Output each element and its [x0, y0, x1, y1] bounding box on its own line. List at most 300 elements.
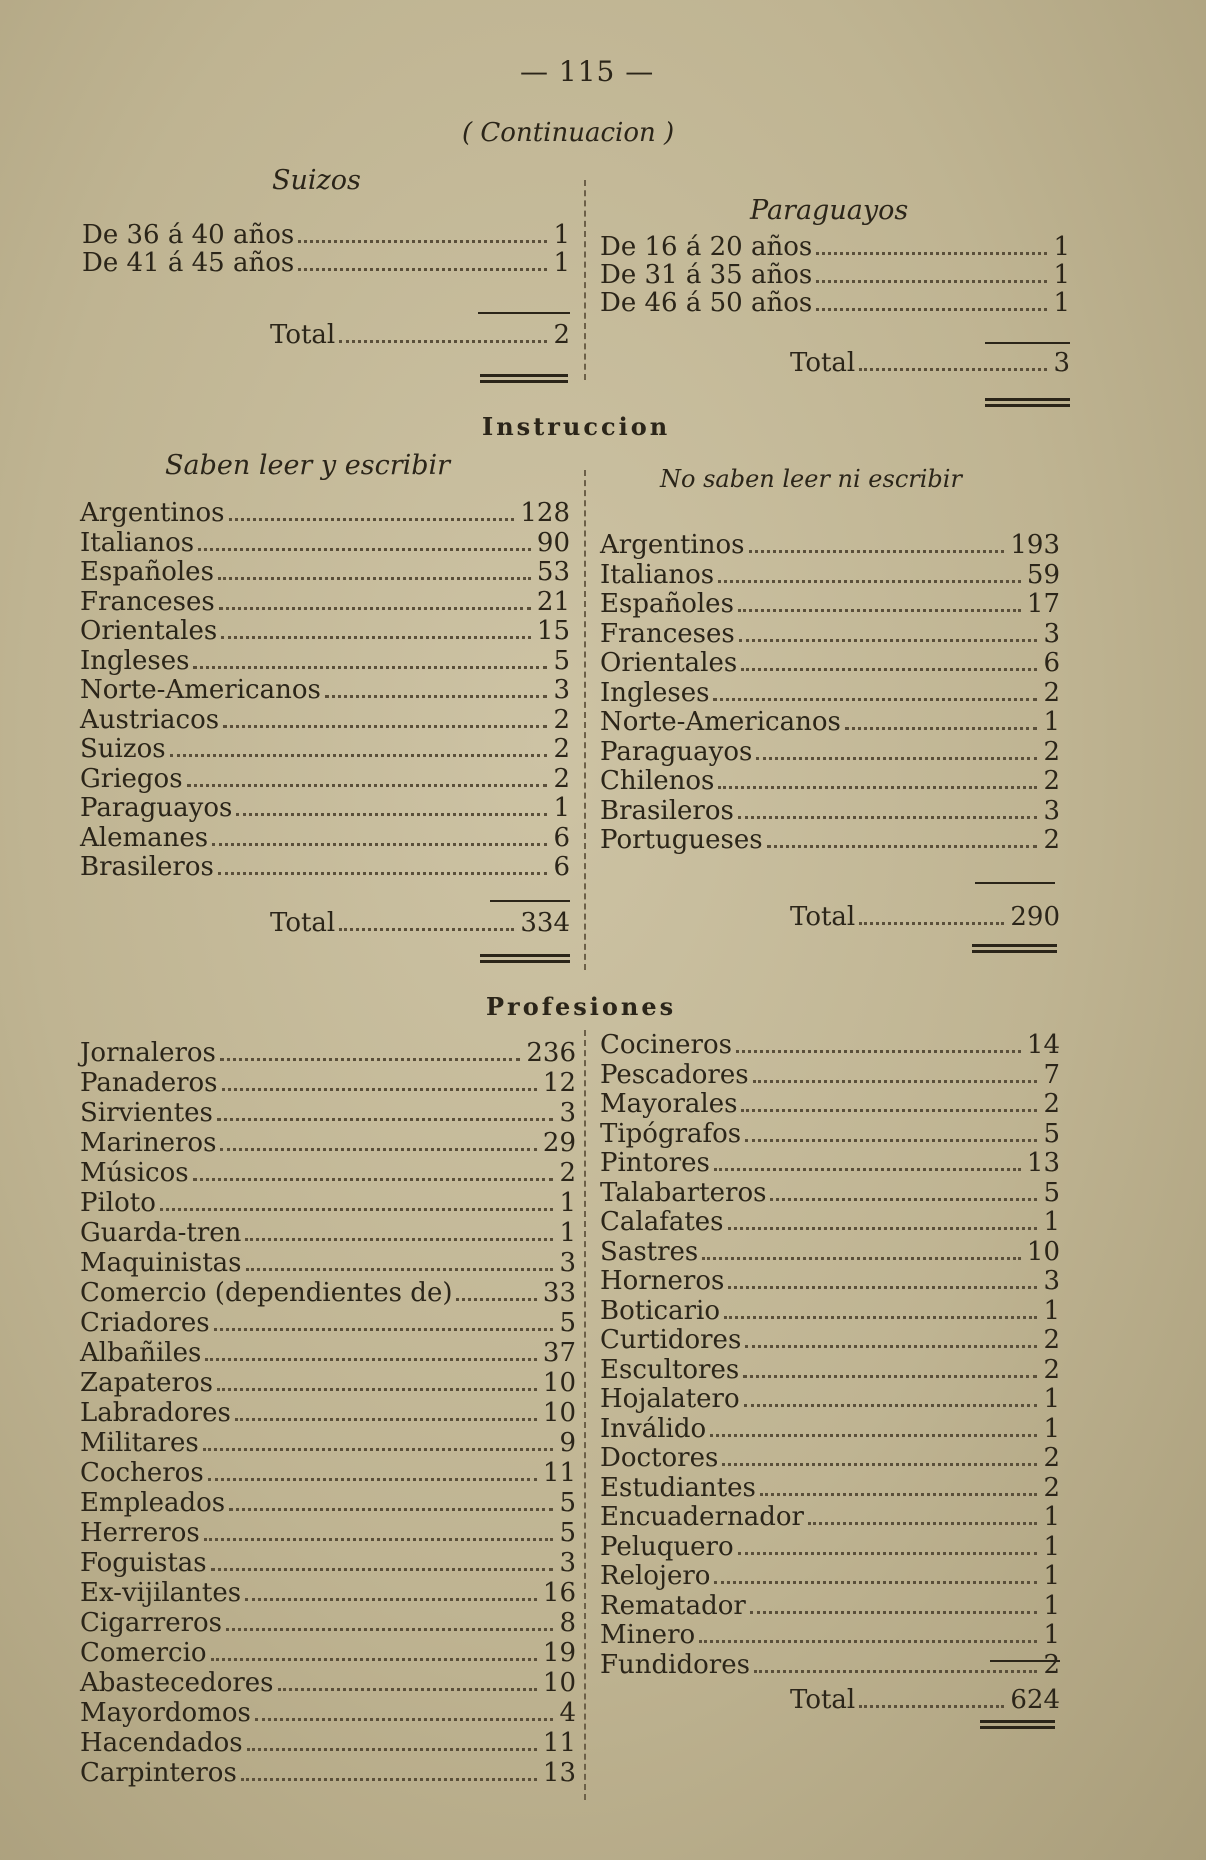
leader-dots	[204, 1538, 554, 1541]
leader-dots	[325, 695, 548, 698]
profesiones-right-label: Rematador	[600, 1590, 746, 1621]
leader-dots	[211, 1658, 537, 1661]
paraguayos-value: 1	[1053, 232, 1070, 262]
profesiones-left-value: 11	[542, 1458, 576, 1488]
leader-dots	[743, 1375, 1037, 1378]
profesiones-left-row	[80, 1578, 576, 1608]
leader-dots	[214, 1328, 554, 1331]
profesiones-left-value: 29	[542, 1128, 576, 1158]
paraguayos-total	[790, 348, 1070, 378]
instruccion-left-row	[80, 646, 570, 676]
instruccion-left-value: 2	[553, 704, 570, 735]
instruccion-left-value: 53	[536, 557, 570, 587]
profesiones-right-row	[600, 1414, 1060, 1444]
profesiones-left-value: 3	[559, 1248, 576, 1278]
profesiones-right-value: 1	[1043, 1531, 1060, 1562]
profesiones-left-value: 10	[542, 1398, 576, 1428]
instruccion-right-row	[600, 589, 1060, 619]
profesiones-right-row	[600, 1355, 1060, 1385]
profesiones-right-value: 2	[1043, 1649, 1060, 1680]
profesiones-right-row	[600, 1473, 1060, 1503]
instruccion-left-row	[80, 675, 570, 705]
suizos-total-value: 2	[553, 320, 570, 350]
profesiones-right-label: Mayorales	[600, 1089, 738, 1119]
profesiones-left-row	[80, 1608, 576, 1638]
leader-dots	[187, 784, 548, 787]
profesiones-left-value: 10	[542, 1368, 576, 1398]
profesiones-left-label: Guarda-tren	[80, 1218, 242, 1248]
instruccion-left-value: 6	[553, 852, 570, 882]
instruccion-right-value: 2	[1043, 825, 1060, 855]
profesiones-right-row	[600, 1532, 1060, 1562]
leader-dots	[217, 1118, 554, 1121]
profesiones-right-label: Inválido	[600, 1413, 707, 1444]
profesiones-right-value: 14	[1026, 1030, 1060, 1060]
profesiones-right-label: Escultores	[600, 1354, 740, 1385]
profesiones-left-label: Carpinteros	[80, 1758, 237, 1788]
instruccion-right-title: No saben leer ni escribir	[660, 465, 962, 493]
leader-dots	[745, 1345, 1037, 1348]
profesiones-left-row	[80, 1548, 576, 1578]
instruccion-left-row	[80, 764, 570, 794]
profesiones-heading: Profesiones	[486, 992, 677, 1021]
instruccion-right-label: Brasileros	[600, 795, 734, 826]
page-number: — 115 —	[520, 55, 655, 88]
leader-dots	[193, 666, 547, 669]
leader-dots	[714, 1581, 1037, 1584]
profesiones-right-value: 3	[1043, 1266, 1060, 1296]
instruccion-right-value: 1	[1043, 707, 1060, 737]
profesiones-left-label: Labradores	[80, 1398, 231, 1428]
profesiones-right-row	[600, 1620, 1060, 1650]
column-divider	[584, 1030, 586, 1800]
profesiones-left-value: 236	[526, 1038, 576, 1068]
leader-dots	[220, 1058, 520, 1061]
profesiones-left-row	[80, 1308, 576, 1338]
instruccion-right-label: Norte-Americanos	[600, 707, 841, 737]
instruccion-left-row	[80, 587, 570, 617]
instruccion-right-label: Chilenos	[600, 766, 715, 796]
leader-dots	[728, 1227, 1038, 1230]
profesiones-left-value: 5	[559, 1488, 576, 1518]
paraguayos-row	[600, 232, 1070, 262]
profesiones-left-label: Panaderos	[80, 1068, 218, 1098]
profesiones-left-row	[80, 1038, 576, 1068]
leader-dots	[741, 668, 1037, 671]
instruccion-right-row	[600, 707, 1060, 737]
leader-dots	[241, 1778, 537, 1781]
paraguayos-label: De 46 á 50 años	[600, 288, 813, 318]
leader-dots	[222, 1088, 537, 1091]
leader-dots	[760, 1493, 1038, 1496]
leader-dots	[221, 636, 531, 639]
profesiones-left-row	[80, 1218, 576, 1248]
leader-dots	[739, 639, 1038, 642]
leader-dots	[236, 813, 547, 816]
profesiones-right-label: Peluquero	[600, 1531, 734, 1562]
profesiones-total-label: Total	[790, 1685, 856, 1715]
paraguayos-label: De 16 á 20 años	[600, 232, 813, 262]
paraguayos-value: 1	[1053, 288, 1070, 318]
profesiones-right-label: Boticario	[600, 1295, 720, 1326]
instruccion-left-row	[80, 616, 570, 646]
leader-dots	[170, 754, 548, 757]
suizos-sum-rule	[478, 312, 570, 314]
profesiones-right-row	[600, 1178, 1060, 1208]
suizos-label: De 36 á 40 años	[82, 220, 295, 250]
instruccion-right-row	[600, 737, 1060, 767]
profesiones-right-value: 1	[1043, 1384, 1060, 1414]
profesiones-left-label: Maquinistas	[80, 1248, 242, 1278]
instruccion-left-value: 15	[536, 616, 570, 646]
instruccion-right-value: 17	[1026, 589, 1060, 619]
instruccion-right-value: 3	[1043, 795, 1060, 826]
leader-dots	[754, 1670, 1038, 1673]
profesiones-left-value: 4	[559, 1698, 576, 1728]
leader-dots	[218, 577, 531, 580]
leader-dots	[702, 1257, 1021, 1260]
paraguayos-sum-rule	[985, 342, 1070, 344]
instruccion-left-value: 2	[553, 763, 570, 794]
instruccion-right-label: Portugueses	[600, 825, 763, 855]
profesiones-right-label: Doctores	[600, 1443, 719, 1473]
profesiones-left-row	[80, 1488, 576, 1518]
leader-dots	[722, 1463, 1037, 1466]
leader-dots	[718, 786, 1037, 789]
paraguayos-total-label: Total	[790, 348, 856, 378]
column-divider	[584, 470, 586, 970]
instruccion-right-double-rule	[972, 944, 1057, 953]
profesiones-left-label: Hacendados	[80, 1728, 243, 1758]
instruccion-right-row	[600, 648, 1060, 678]
instruccion-left-row	[80, 705, 570, 735]
profesiones-left-label: Cocheros	[80, 1458, 204, 1488]
instruccion-right-row	[600, 678, 1060, 708]
profesiones-total	[790, 1685, 1060, 1715]
profesiones-left-value: 33	[542, 1278, 576, 1308]
leader-dots	[710, 1434, 1037, 1437]
profesiones-left-label: Mayordomos	[80, 1698, 251, 1728]
leader-dots	[738, 1552, 1038, 1555]
profesiones-right-label: Talabarteros	[600, 1177, 767, 1208]
leader-dots	[808, 1522, 1037, 1525]
profesiones-right-value: 2	[1043, 1472, 1060, 1503]
leader-dots	[208, 1478, 537, 1481]
leader-dots	[753, 1080, 1038, 1083]
leader-dots	[738, 816, 1038, 819]
paraguayos-row	[600, 260, 1070, 290]
profesiones-right-label: Pescadores	[600, 1059, 749, 1090]
profesiones-left-label: Zapateros	[80, 1368, 213, 1398]
leader-dots	[738, 609, 1021, 612]
profesiones-right-label: Minero	[600, 1620, 696, 1650]
profesiones-right-value: 7	[1043, 1059, 1060, 1090]
profesiones-left-label: Criadores	[80, 1308, 210, 1338]
profesiones-left-label: Ex-vijilantes	[80, 1578, 242, 1608]
profesiones-left-row	[80, 1758, 576, 1788]
suizos-total-label: Total	[270, 320, 336, 350]
profesiones-left-value: 19	[542, 1638, 576, 1668]
profesiones-right-value: 1	[1043, 1561, 1060, 1591]
profesiones-right-value: 13	[1026, 1148, 1060, 1178]
profesiones-right-value: 1	[1043, 1590, 1060, 1621]
leader-dots	[218, 872, 548, 875]
profesiones-left-label: Sirvientes	[80, 1098, 213, 1128]
paraguayos-total-double-rule	[985, 398, 1070, 407]
instruccion-left-row	[80, 734, 570, 764]
leader-dots	[724, 1316, 1037, 1319]
leader-dots	[203, 1448, 554, 1451]
instruccion-left-row	[80, 557, 570, 587]
instruccion-left-label: Italianos	[80, 527, 195, 558]
profesiones-right-row	[600, 1502, 1060, 1532]
paraguayos-total-value: 3	[1053, 348, 1070, 378]
profesiones-left-label: Músicos	[80, 1158, 189, 1188]
profesiones-left-row	[80, 1278, 576, 1308]
profesiones-right-row	[600, 1650, 1060, 1680]
leader-dots	[245, 1598, 537, 1601]
profesiones-right-value: 5	[1043, 1118, 1060, 1149]
suizos-total	[270, 320, 570, 350]
profesiones-left-label: Militares	[80, 1428, 199, 1458]
leader-dots	[226, 1628, 553, 1631]
profesiones-right-row	[600, 1384, 1060, 1414]
leader-dots	[736, 1050, 1021, 1053]
instruccion-right-sum-rule	[975, 882, 1055, 884]
profesiones-left-label: Marineros	[80, 1128, 217, 1158]
profesiones-left-row	[80, 1128, 576, 1158]
profesiones-right-value: 2	[1043, 1443, 1060, 1473]
profesiones-left-row	[80, 1158, 576, 1188]
instruccion-right-value: 2	[1043, 766, 1060, 796]
instruccion-left-value: 90	[536, 527, 570, 558]
profesiones-left-label: Empleados	[80, 1488, 226, 1518]
profesiones-left-label: Foguistas	[80, 1548, 207, 1578]
instruccion-left-label: Argentinos	[80, 498, 225, 528]
instruccion-left-row	[80, 498, 570, 528]
profesiones-left-row	[80, 1068, 576, 1098]
leader-dots	[223, 725, 547, 728]
leader-dots	[741, 1109, 1037, 1112]
leader-dots	[718, 580, 1021, 583]
suizos-row	[82, 248, 570, 278]
leader-dots	[859, 922, 1004, 925]
leader-dots	[767, 845, 1038, 848]
paraguayos-title: Paraguayos	[750, 195, 909, 226]
profesiones-left-value: 5	[559, 1308, 576, 1338]
leader-dots	[728, 1286, 1037, 1289]
leader-dots	[198, 548, 531, 551]
profesiones-left-row	[80, 1368, 576, 1398]
instruccion-right-value: 2	[1043, 677, 1060, 708]
profesiones-left-label: Jornaleros	[80, 1038, 216, 1068]
leader-dots	[456, 1298, 536, 1301]
profesiones-left-label: Cigarreros	[80, 1608, 223, 1638]
instruccion-left-row	[80, 528, 570, 558]
profesiones-right-label: Tipógrafos	[600, 1118, 742, 1149]
profesiones-right-row	[600, 1591, 1060, 1621]
leader-dots	[229, 1508, 553, 1511]
leader-dots	[220, 1148, 536, 1151]
instruccion-right-label: Paraguayos	[600, 736, 753, 767]
instruccion-right-row	[600, 766, 1060, 796]
profesiones-left-label: Comercio	[80, 1638, 207, 1668]
leader-dots	[699, 1640, 1037, 1643]
profesiones-left-label: Albañiles	[80, 1338, 202, 1368]
suizos-row	[82, 220, 570, 250]
instruccion-left-value: 6	[553, 822, 570, 853]
instruccion-right-value: 2	[1043, 736, 1060, 767]
leader-dots	[245, 1238, 553, 1241]
instruccion-right-label: Argentinos	[600, 530, 745, 560]
instruccion-right-label: Españoles	[600, 589, 734, 619]
profesiones-left-value: 1	[559, 1188, 576, 1218]
profesiones-right-label: Calafates	[600, 1207, 724, 1237]
instruccion-left-total-label: Total	[270, 908, 336, 938]
instruccion-right-row	[600, 825, 1060, 855]
profesiones-right-label: Pintores	[600, 1148, 710, 1178]
leader-dots	[193, 1178, 554, 1181]
profesiones-right-value: 1	[1043, 1207, 1060, 1237]
leader-dots	[255, 1718, 554, 1721]
profesiones-right-label: Relojero	[600, 1561, 711, 1591]
instruccion-right-row	[600, 560, 1060, 590]
leader-dots	[246, 1268, 554, 1271]
leader-dots	[859, 1705, 1004, 1708]
instruccion-right-label: Orientales	[600, 648, 738, 678]
leader-dots	[750, 1611, 1038, 1614]
profesiones-left-value: 13	[542, 1758, 576, 1788]
instruccion-right-value: 59	[1026, 559, 1060, 590]
profesiones-right-row	[600, 1237, 1060, 1267]
profesiones-left-label: Piloto	[80, 1188, 156, 1218]
leader-dots	[816, 252, 1047, 255]
leader-dots	[816, 308, 1047, 311]
profesiones-left-value: 10	[542, 1668, 576, 1698]
profesiones-total-value: 624	[1010, 1685, 1060, 1715]
profesiones-left-row	[80, 1518, 576, 1548]
profesiones-left-value: 3	[559, 1098, 576, 1128]
instruccion-left-value: 128	[520, 498, 570, 528]
profesiones-right-label: Hojalatero	[600, 1384, 740, 1414]
profesiones-left-label: Abastecedores	[80, 1668, 274, 1698]
instruccion-left-label: Españoles	[80, 557, 214, 587]
profesiones-right-label: Curtidores	[600, 1325, 742, 1355]
instruccion-right-label: Italianos	[600, 559, 715, 590]
paraguayos-label: De 31 á 35 años	[600, 260, 813, 290]
leader-dots	[745, 1139, 1037, 1142]
instruccion-heading: Instruccion	[482, 412, 671, 441]
profesiones-right-value: 1	[1043, 1413, 1060, 1444]
continuation-heading: ( Continuacion )	[462, 118, 675, 148]
profesiones-left-label: Herreros	[80, 1518, 200, 1548]
instruccion-left-total-value: 334	[520, 908, 570, 938]
profesiones-right-value: 10	[1026, 1236, 1060, 1267]
leader-dots	[229, 518, 515, 521]
instruccion-right-value: 6	[1043, 648, 1060, 678]
instruccion-left-label: Brasileros	[80, 852, 214, 882]
profesiones-left-value: 16	[542, 1578, 576, 1608]
instruccion-left-label: Franceses	[80, 586, 215, 617]
instruccion-left-label: Paraguayos	[80, 793, 233, 823]
leader-dots	[845, 727, 1038, 730]
leader-dots	[298, 240, 547, 243]
leader-dots	[160, 1208, 554, 1211]
profesiones-right-row	[600, 1030, 1060, 1060]
leader-dots	[235, 1418, 537, 1421]
profesiones-right-label: Encuadernador	[600, 1502, 804, 1532]
instruccion-left-total	[270, 908, 570, 938]
leader-dots	[714, 1168, 1021, 1171]
profesiones-right-value: 2	[1043, 1325, 1060, 1355]
paraguayos-row	[600, 288, 1070, 318]
profesiones-right-row	[600, 1561, 1060, 1591]
profesiones-left-row	[80, 1728, 576, 1758]
instruccion-left-value: 2	[553, 734, 570, 764]
instruccion-left-row	[80, 793, 570, 823]
instruccion-right-total-label: Total	[790, 902, 856, 932]
suizos-label: De 41 á 45 años	[82, 248, 295, 278]
instruccion-left-label: Alemanes	[80, 822, 209, 853]
paraguayos-value: 1	[1053, 260, 1070, 290]
instruccion-right-total	[790, 902, 1060, 932]
profesiones-left-row	[80, 1338, 576, 1368]
leader-dots	[713, 698, 1037, 701]
leader-dots	[278, 1688, 537, 1691]
instruccion-left-value: 21	[536, 586, 570, 617]
profesiones-right-row	[600, 1296, 1060, 1326]
instruccion-left-label: Norte-Americanos	[80, 675, 321, 705]
leader-dots	[217, 1388, 537, 1391]
instruccion-left-row	[80, 823, 570, 853]
leader-dots	[339, 928, 514, 931]
instruccion-left-label: Orientales	[80, 616, 218, 646]
instruccion-left-label: Ingleses	[80, 645, 190, 676]
profesiones-sum-rule	[990, 1660, 1060, 1662]
instruccion-right-value: 3	[1043, 618, 1060, 649]
profesiones-right-row	[600, 1148, 1060, 1178]
leader-dots	[749, 550, 1005, 553]
instruccion-left-double-rule	[480, 954, 570, 963]
instruccion-left-value: 5	[553, 645, 570, 676]
profesiones-left-row	[80, 1098, 576, 1128]
suizos-total-double-rule	[480, 374, 568, 383]
profesiones-left-value: 2	[559, 1158, 576, 1188]
instruccion-left-label: Griegos	[80, 763, 183, 794]
profesiones-left-value: 37	[542, 1338, 576, 1368]
leader-dots	[298, 268, 547, 271]
leader-dots	[339, 340, 547, 343]
leader-dots	[205, 1358, 537, 1361]
instruccion-left-row	[80, 852, 570, 882]
profesiones-left-row	[80, 1638, 576, 1668]
suizos-title: Suizos	[272, 165, 361, 196]
profesiones-right-row	[600, 1325, 1060, 1355]
profesiones-right-row	[600, 1443, 1060, 1473]
profesiones-right-value: 1	[1043, 1620, 1060, 1650]
leader-dots	[816, 280, 1047, 283]
profesiones-right-row	[600, 1119, 1060, 1149]
profesiones-left-row	[80, 1428, 576, 1458]
instruccion-left-title: Saben leer y escribir	[165, 450, 451, 481]
leader-dots	[859, 368, 1047, 371]
profesiones-right-value: 2	[1043, 1089, 1060, 1119]
instruccion-left-sum-rule	[490, 900, 570, 902]
instruccion-right-row	[600, 619, 1060, 649]
column-divider	[584, 180, 586, 380]
profesiones-right-label: Sastres	[600, 1236, 699, 1267]
leader-dots	[770, 1198, 1037, 1201]
